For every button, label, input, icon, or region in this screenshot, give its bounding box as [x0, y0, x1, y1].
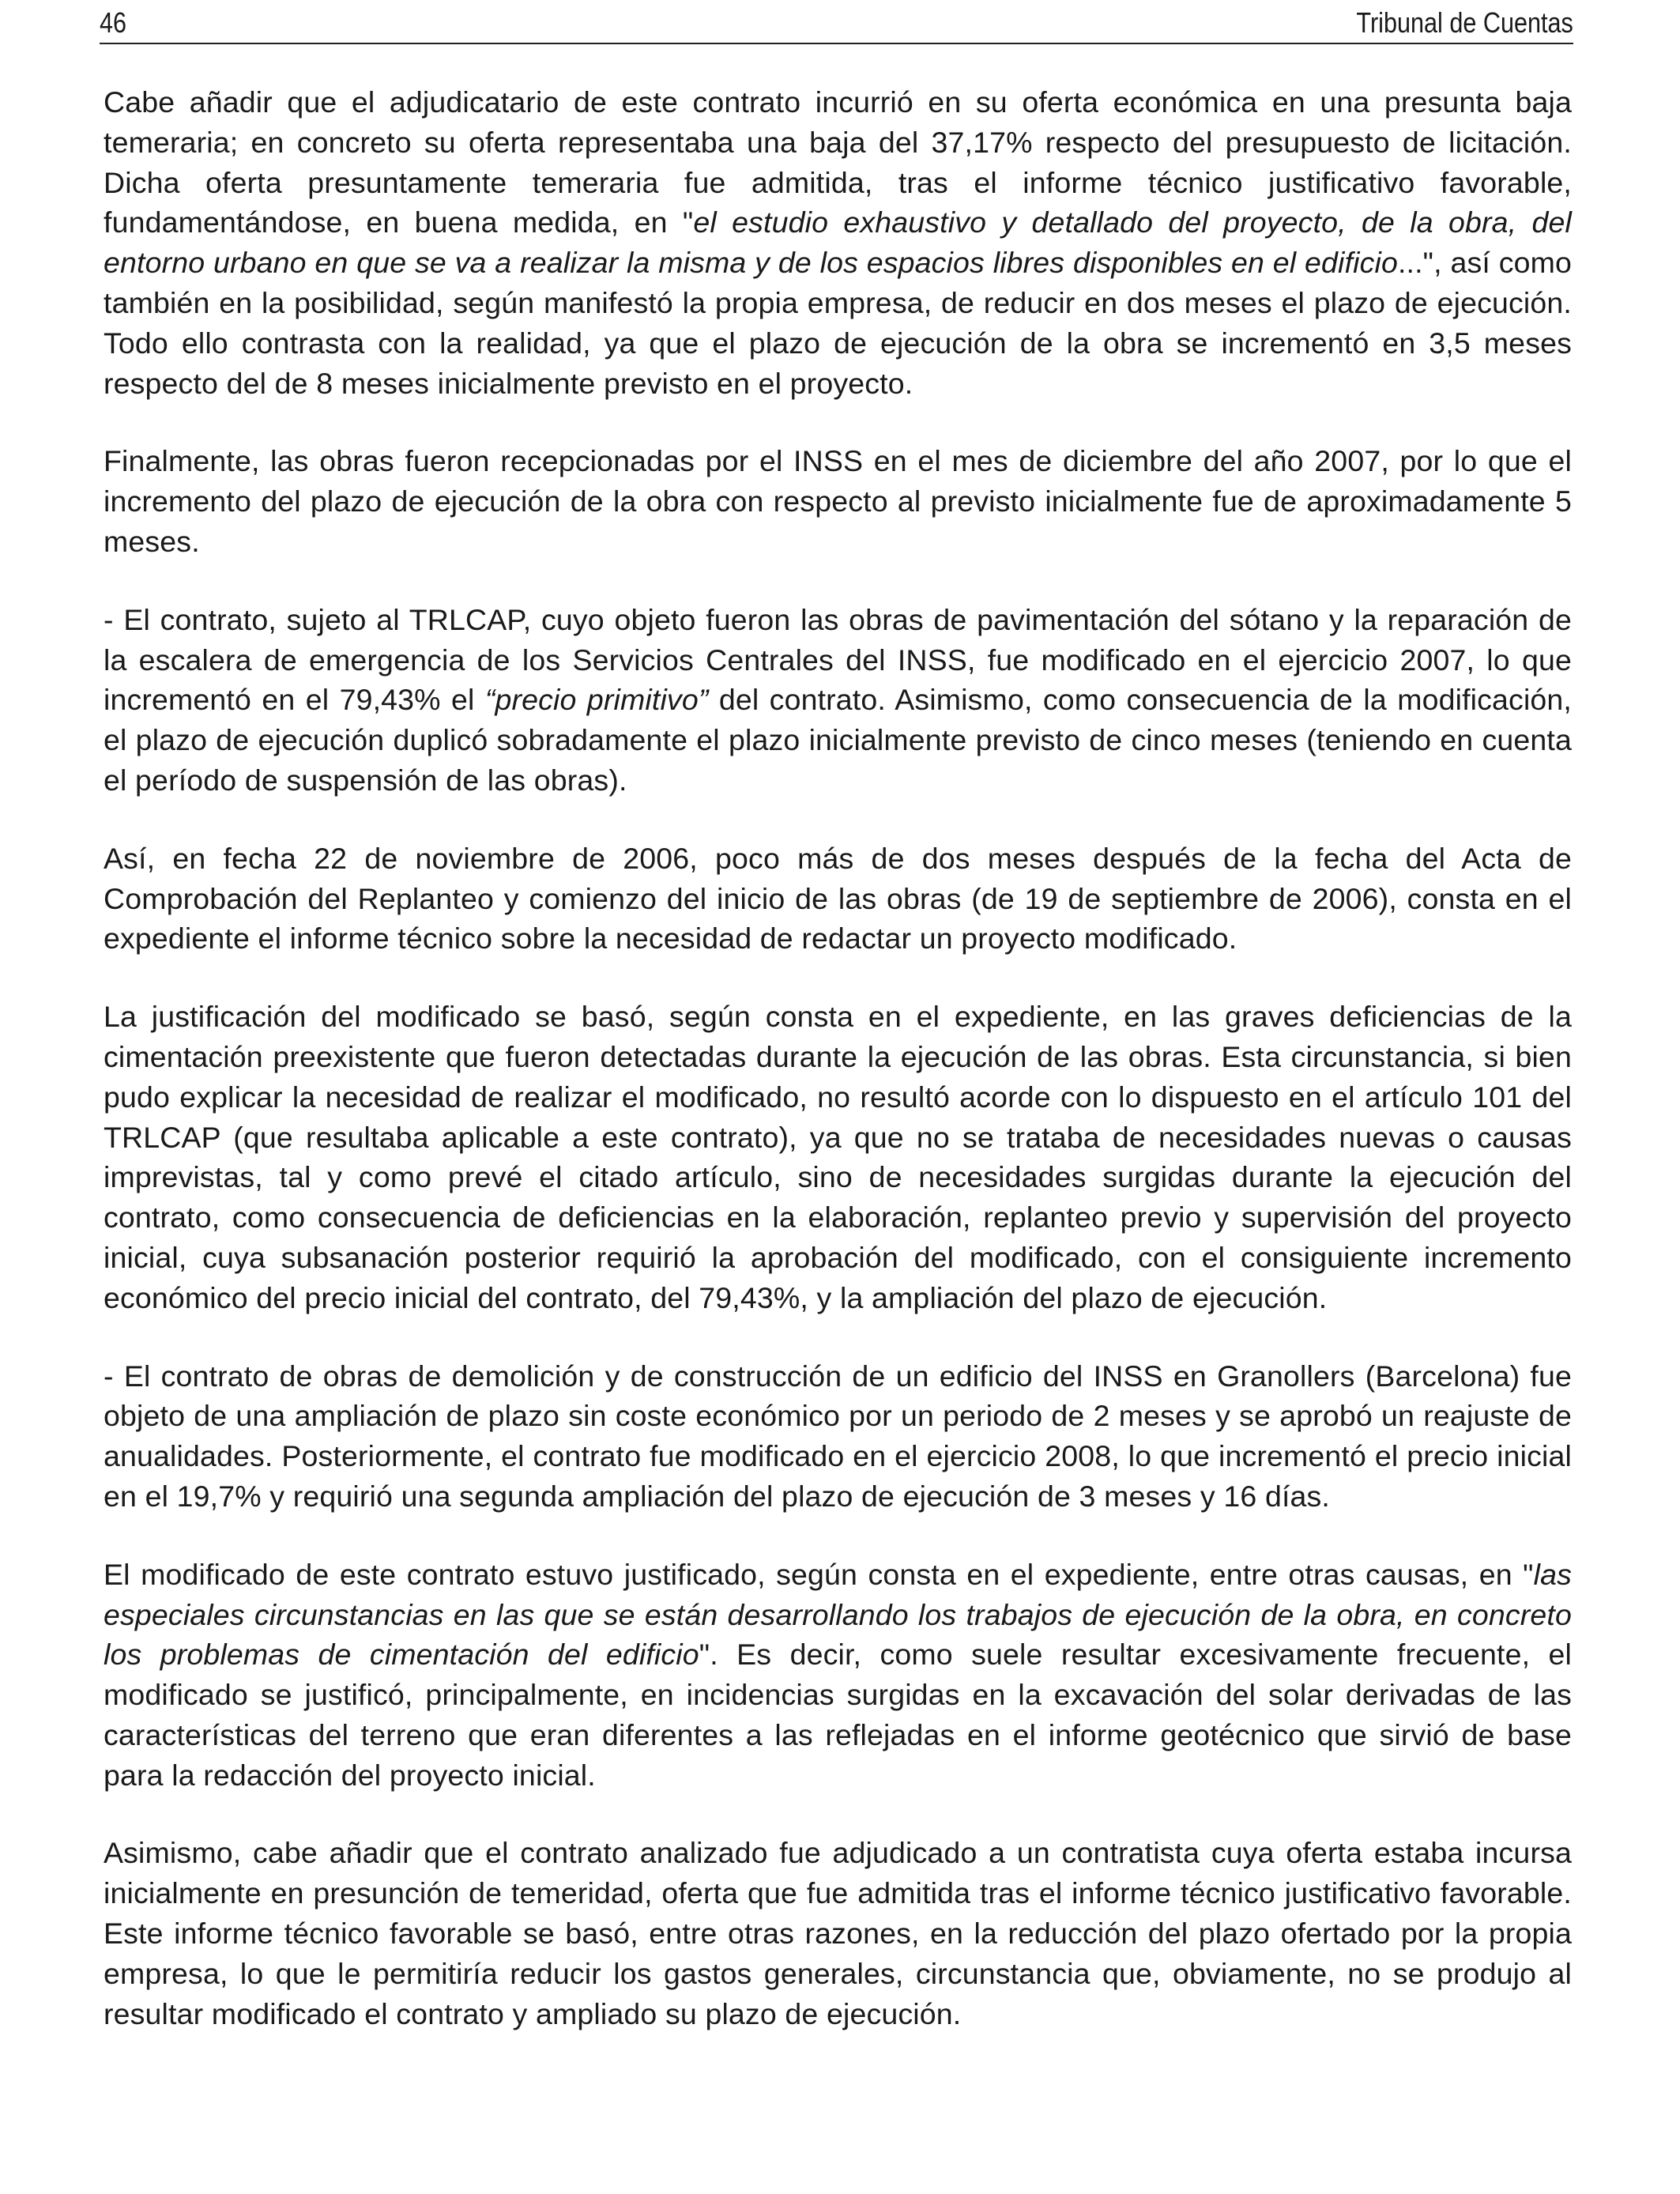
paragraph-7-text-c: ". Es decir, como suele resultar excesivamente frecuente, el modificado se justificó, principalmente, en incidencias surgidas en la excavación del solar derivadas de las características del terreno que eran diferentes a las reflejadas en el informe geotécnico que sirvió de base para la redacción del proyecto inicial.	[104, 1638, 1572, 1792]
paragraph-8: Asimismo, cabe añadir que el contrato analizado fue adjudicado a un contratista cuya oferta estaba incursa inicialmente en presunción de temeridad, oferta que fue admitida tras el informe técnico justificativo favorable. Este informe técnico favorable se basó, entre otras razones, en la reducción del plazo ofertado por la propia empresa, lo que le permitiría reducir los gastos generales, circunstancia que, obviamente, no se produjo al resultar modificado el contrato y ampliado su plazo de ejecución.	[104, 1836, 1572, 2030]
page-number: 46	[100, 6, 127, 39]
running-title: Tribunal de Cuentas	[1356, 6, 1573, 39]
paragraph-1	[104, 82, 1572, 403]
paragraph-7-text-a: El modificado de este contrato estuvo justificado, según consta en el expediente, entre otras causas, en "	[104, 1557, 1534, 1591]
paragraph-3-text-a: - El contrato, sujeto al TRLCAP, cuyo objeto fueron las obras de pavimentación del sótano y la reparación de la escalera de emergencia de los Servicios Centrales del INSS, fue modificado en el ejercicio 2007, lo que incrementó en el 79,43% el	[104, 602, 1572, 717]
paragraph-2: Finalmente, las obras fueron recepcionadas por el INSS en el mes de diciembre del año 2007, por lo que el incremento del plazo de ejecución de la obra con respecto al previsto inicialmente fue de aproximadamente 5 meses.	[104, 444, 1572, 558]
paragraph-3-quote: “precio primitivo”	[484, 683, 709, 717]
paragraph-3-text-c: del contrato. Asimismo, como consecuencia de la modificación, el plazo de ejecución duplicó sobradamente el plazo inicialmente previsto de cinco meses (teniendo en cuenta el período de suspensión de las obras).	[104, 683, 1573, 797]
paragraph-5: La justificación del modificado se basó, según consta en el expediente, en las graves deficiencias de la cimentación preexistente que fueron detectadas durante la ejecución de las obras. Esta circunstancia, si bien pudo explicar la necesidad de realizar el modificado, no resultó acorde con lo dispuesto en el artículo 101 del TRLCAP (que resultaba aplicable a este contrato), ya que no se trataba de necesidades nuevas o causas imprevistas, tal y como prevé el citado artículo, sino de necesidades surgidas durante la ejecución del contrato, como consecuencia de deficiencias en la elaboración, replanteo previo y supervisión del proyecto inicial, cuya subsanación posterior requirió la aprobación del modificado, con el consiguiente incremento económico del precio inicial del contrato, del 79,43%, y la ampliación del plazo de ejecución.	[104, 1000, 1572, 1314]
paragraph-7	[104, 1555, 1572, 1796]
paragraph-1-text-a: Cabe añadir que el adjudicatario de este contrato incurrió en su oferta económica en una presunta baja temeraria; en concreto su oferta representaba una baja del 37,17% respecto del presupuesto de licitación. Dicha oferta presuntamente temeraria fue admitida, tras el informe técnico justificativo favorable, fundamentándose, en buena medida, en "	[104, 85, 1572, 239]
paragraph-1-quote: el estudio exhaustivo y detallado del proyecto, de la obra, del entorno urbano en que se va a realizar la misma y de los espacios libres disponibles en el edificio	[104, 205, 1573, 280]
page-header	[100, 0, 1573, 44]
paragraph-6: - El contrato de obras de demolición y de construcción de un edificio del INSS en Granollers (Barcelona) fue objeto de una ampliación de plazo sin coste económico por un periodo de 2 meses y se aprobó un reajuste de anualidades. Posteriormente, el contrato fue modificado en el ejercicio 2008, lo que incrementó el precio inicial en el 19,7% y requirió una segunda ampliación del plazo de ejecución de 3 meses y 16 días.	[104, 1359, 1572, 1513]
paragraph-1-text-c: ...", así como también en la posibilidad, según manifestó la propia empresa, de reducir en dos meses el plazo de ejecución. Todo ello contrasta con la realidad, ya que el plazo de ejecución de la obra se incrementó en 3,5 meses respecto del de 8 meses inicialmente previsto en el proyecto.	[104, 246, 1572, 400]
paragraph-7-quote: las especiales circunstancias en las que se están desarrollando los trabajos de ejecución de la obra, en concreto los problemas de cimentación del edificio	[104, 1557, 1572, 1672]
paragraph-4: Así, en fecha 22 de noviembre de 2006, poco más de dos meses después de la fecha del Acta de Comprobación del Replanteo y comienzo del inicio de las obras (de 19 de septiembre de 2006), consta en el expediente el informe técnico sobre la necesidad de redactar un proyecto modificado.	[104, 841, 1572, 956]
document-body	[104, 82, 1572, 2071]
paragraph-3	[104, 600, 1572, 801]
